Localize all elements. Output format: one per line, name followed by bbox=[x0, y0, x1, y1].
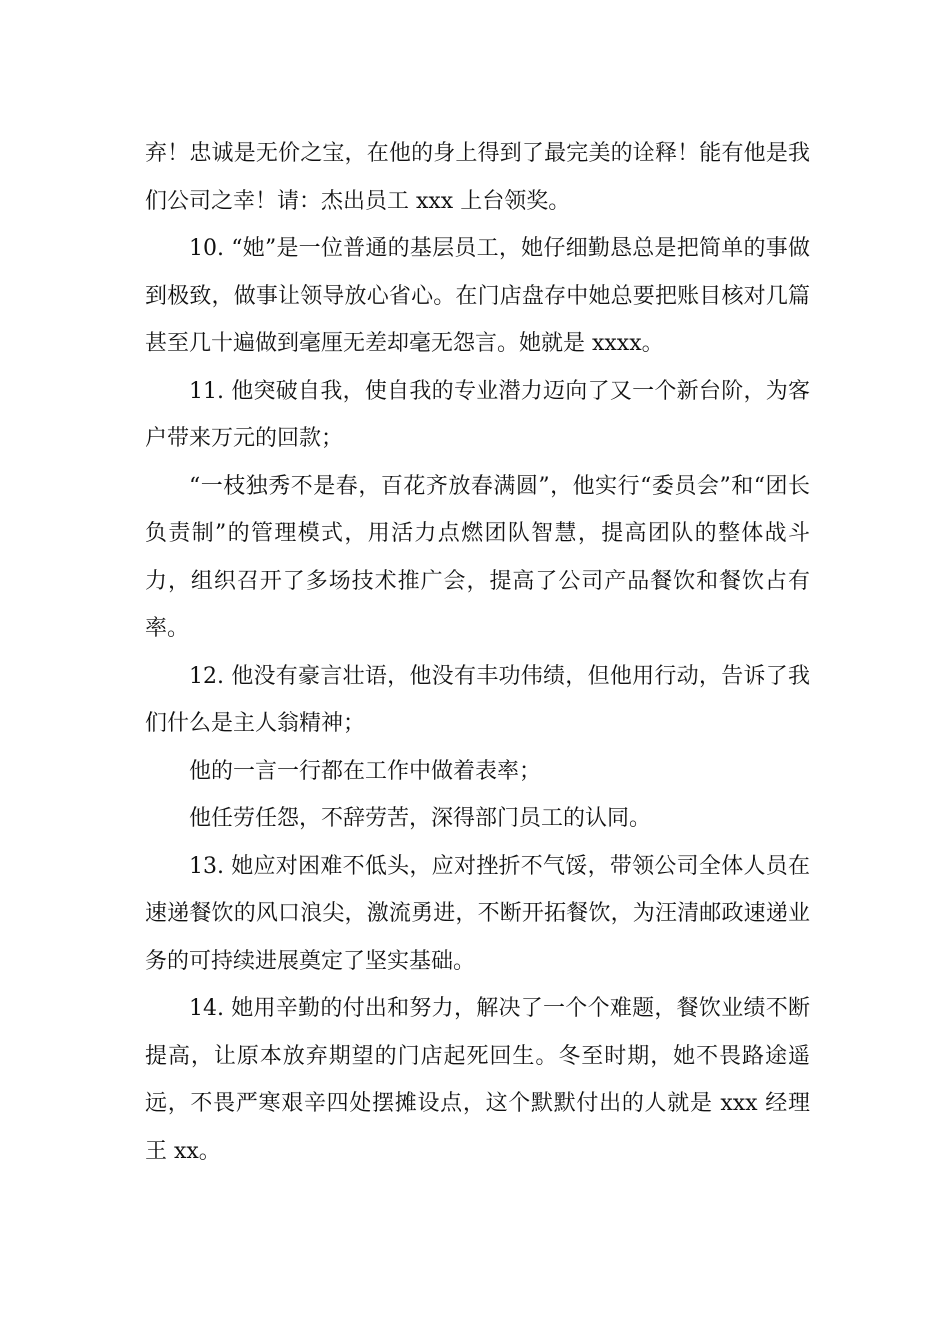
paragraph-quote: “一枝独秀不是春，百花齐放春满圆”，他实行“委员会”和“团长负责制”的管理模式，用活力点燃团队智慧，提高团队的整体战斗力，组织召开了多场技术推广会，提高了公司产品餐饮和餐饮占有率。 bbox=[145, 473, 810, 641]
paragraph-item-11: 11. 他突破自我，使自我的专业潜力迈向了又一个新台阶，为客户带来万元的回款； bbox=[145, 378, 810, 451]
document-body bbox=[145, 130, 810, 1175]
paragraph-recognition: 他任劳任怨，不辞劳苦，深得部门员工的认同。 bbox=[189, 806, 652, 831]
paragraph-example: 他的一言一行都在工作中做着表率； bbox=[189, 758, 542, 784]
paragraph-continuation: 弃！忠诚是无价之宝，在他的身上得到了最完美的诠释！能有他是我们公司之幸！请：杰出员工 xxx 上台领奖。 bbox=[145, 141, 810, 214]
paragraph-item-13: 13. 她应对困难不低头，应对挫折不气馁，带领公司全体人员在速递餐饮的风口浪尖，激流勇进，不断开拓餐饮，为汪清邮政速递业务的可持续进展奠定了坚实基础。 bbox=[145, 853, 810, 974]
paragraph-item-12: 12. 他没有豪言壮语，他没有丰功伟绩，但他用行动，告诉了我们什么是主人翁精神； bbox=[145, 663, 810, 736]
paragraph-item-14: 14. 她用辛勤的付出和努力，解决了一个个难题，餐饮业绩不断提高，让原本放弃期望的门店起死回生。冬至时期，她不畏路途遥远，不畏严寒艰辛四处摆摊设点，这个默默付出的人就是 xxx 经理王 xx。 bbox=[145, 996, 810, 1164]
paragraph-item-10: 10. “她”是一位普通的基层员工，她仔细勤恳总是把简单的事做到极致，做事让领导放心省心。在门店盘存中她总要把账目核对几篇甚至几十遍做到毫厘无差却毫无怨言。她就是 xxxx。 bbox=[145, 236, 810, 356]
